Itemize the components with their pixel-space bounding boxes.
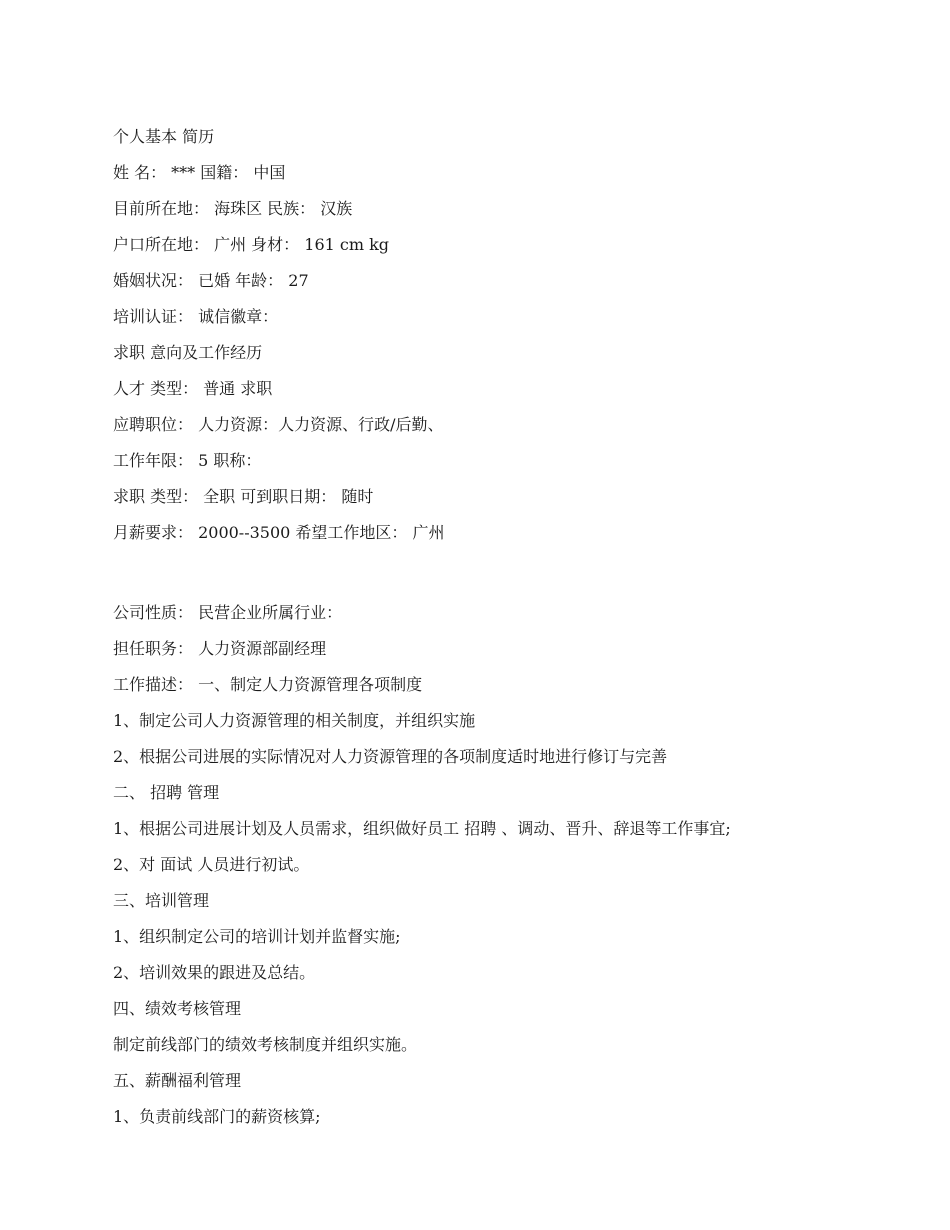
- text-line-certification: 培训认证： 诚信徽章：: [113, 307, 279, 326]
- list-item: 2、根据公司进展的实际情况对人力资源管理的各项制度适时地进行修订与完善: [113, 747, 668, 766]
- list-item: 1、组织制定公司的培训计划并监督实施;: [113, 927, 401, 946]
- text-line-job-title: 担任职务： 人力资源部副经理: [113, 639, 327, 658]
- section-heading-job-intention: 求职 意向及工作经历: [113, 343, 263, 362]
- list-item: 1、根据公司进展计划及人员需求，组织做好员工 招聘 、调动、晋升、辞退等工作事宜;: [113, 819, 731, 838]
- text-line-hukou-height: 户口所在地： 广州 身材： 161 cm kg: [113, 235, 390, 254]
- text-line-marital-age: 婚姻状况： 已婚 年龄： 27: [113, 271, 309, 290]
- list-item: 1、制定公司人力资源管理的相关制度，并组织实施: [113, 711, 476, 730]
- list-item: 2、对 面试 人员进行初试。: [113, 855, 310, 874]
- list-item: 制定前线部门的绩效考核制度并组织实施。: [113, 1035, 418, 1054]
- text-line-job-description: 工作描述： 一、制定人力资源管理各项制度: [113, 675, 423, 694]
- subheading-compensation: 五、薪酬福利管理: [113, 1071, 242, 1090]
- subheading-performance: 四、绩效考核管理: [113, 999, 242, 1018]
- subheading-recruitment: 二、 招聘 管理: [113, 783, 220, 802]
- text-line-work-years: 工作年限： 5 职称：: [113, 451, 262, 470]
- work-experience-section: [113, 599, 913, 1139]
- text-line-talent-type: 人才 类型： 普通 求职: [113, 379, 273, 398]
- resume-title: 个人基本 简历: [113, 127, 215, 146]
- section-spacer: [113, 555, 913, 599]
- text-line-salary-region: 月薪要求： 2000--3500 希望工作地区： 广州: [113, 523, 445, 542]
- text-line-job-type: 求职 类型： 全职 可到职日期： 随时: [113, 487, 374, 506]
- personal-info-section: [113, 123, 913, 555]
- list-item: 1、负责前线部门的薪资核算;: [113, 1107, 321, 1126]
- text-line-company-nature: 公司性质： 民营企业所属行业：: [113, 603, 343, 622]
- list-item: 2、培训效果的跟进及总结。: [113, 963, 316, 982]
- text-line-position-applied: 应聘职位： 人力资源：人力资源、行政/后勤、: [113, 415, 444, 434]
- text-line-location-ethnicity: 目前所在地： 海珠区 民族： 汉族: [113, 199, 353, 218]
- subheading-training: 三、培训管理: [113, 891, 210, 910]
- text-line-name-nationality: 姓 名： *** 国籍： 中国: [113, 163, 286, 182]
- resume-content: [113, 123, 913, 1139]
